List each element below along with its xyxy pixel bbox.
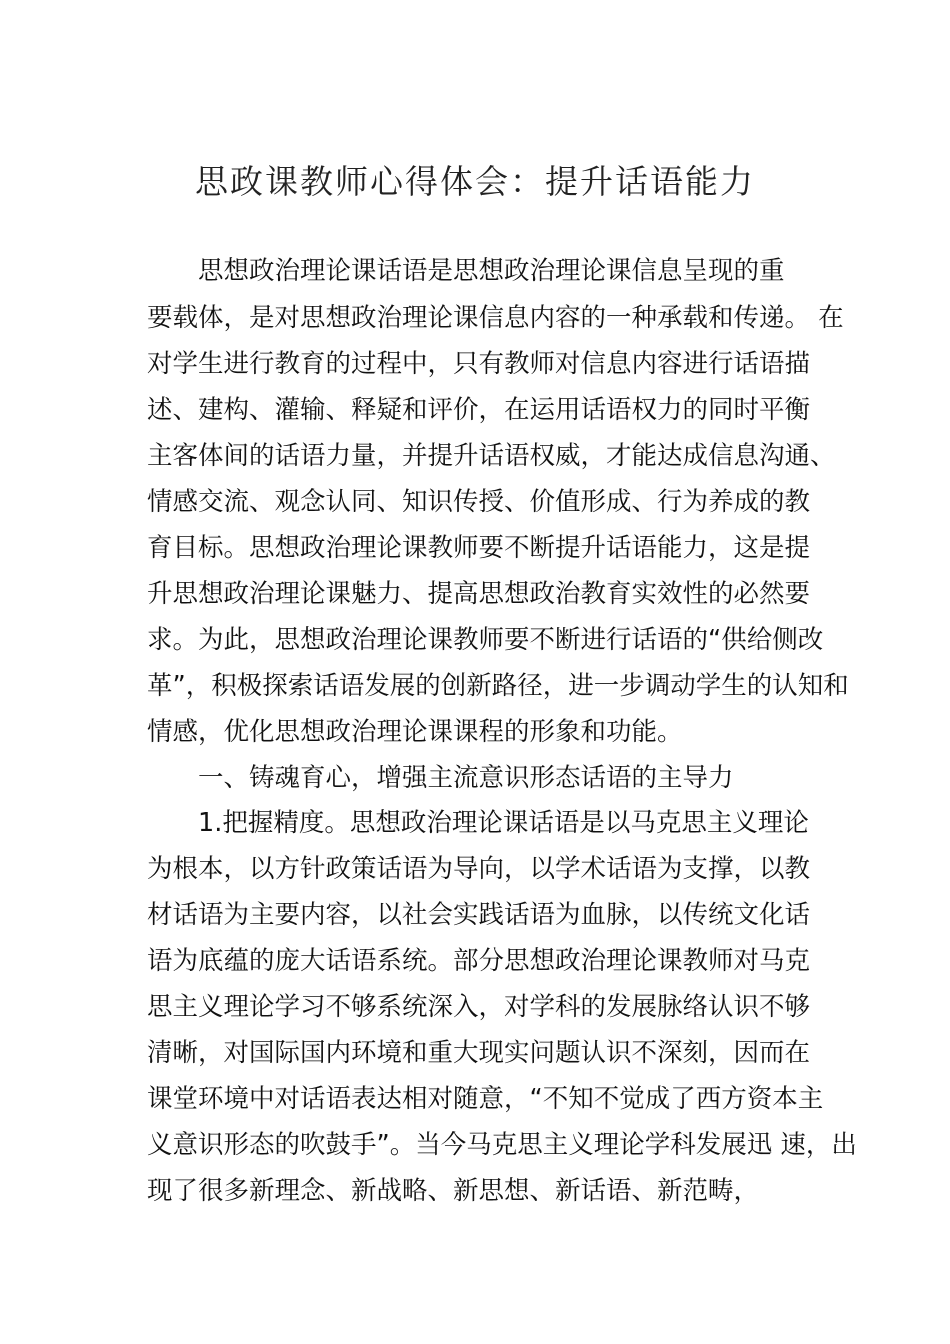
- paragraph-1-line-5: 主客体间的话语力量，并提升话语权威，才能达成信息沟通、: [147, 441, 836, 471]
- paragraph-1-line-9: 求。为此，思想政治理论课教师要不断进行话语的“供给侧改: [147, 625, 824, 655]
- paragraph-2-line-5: 思主义理论学习不够系统深入，对学科的发展脉络认识不够: [147, 992, 811, 1022]
- paragraph-2-line-1: 1.把握精度。思想政治理论课话语是以马克思主义理论: [198, 808, 809, 838]
- paragraph-2-line-9: 现了很多新理念、新战略、新思想、新话语、新范畴，: [147, 1176, 760, 1206]
- paragraph-2-line-6: 清晰，对国际国内环境和重大现实问题认识不深刻，因而在: [147, 1038, 811, 1068]
- paragraph-1-line-7: 育目标。思想政治理论课教师要不断提升话语能力，这是提: [147, 533, 811, 563]
- document-title: 思政课教师心得体会：提升话语能力: [195, 162, 755, 201]
- section-heading-1: 一、铸魂育心，增强主流意识形态话语的主导力: [198, 763, 734, 793]
- paragraph-2-line-2: 为根本，以方针政策话语为导向，以学术话语为支撑，以教: [147, 854, 811, 884]
- paragraph-1-line-10: 革”，积极探索话语发展的创新路径，进一步调动学生的认知和: [147, 671, 849, 701]
- paragraph-1-line-11: 情感，优化思想政治理论课课程的形象和功能。: [147, 717, 683, 747]
- paragraph-1-line-1: 思想政治理论课话语是思想政治理论课信息呈现的重: [198, 256, 785, 286]
- paragraph-1-line-8: 升思想政治理论课魅力、提高思想政治教育实效性的必然要: [147, 579, 811, 609]
- paragraph-1-line-2: 要载体，是对思想政治理论课信息内容的一种承载和传递。 在: [147, 303, 844, 333]
- paragraph-1-line-6: 情感交流、观念认同、知识传授、价值形成、行为养成的教: [147, 487, 811, 517]
- paragraph-2-line-8: 义意识形态的吹鼓手”。当今马克思主义理论学科发展迅 速，出: [147, 1130, 857, 1160]
- paragraph-1-line-3: 对学生进行教育的过程中，只有教师对信息内容进行话语描: [147, 349, 811, 379]
- paragraph-2-line-7: 课堂环境中对话语表达相对随意，“不知不觉成了西方资本主: [147, 1084, 824, 1114]
- paragraph-2-line-3: 材话语为主要内容，以社会实践话语为血脉，以传统文化话: [147, 900, 811, 930]
- paragraph-1-line-4: 述、建构、灌输、释疑和评价，在运用话语权力的同时平衡: [147, 395, 811, 425]
- paragraph-2-line-4: 语为底蕴的庞大话语系统。部分思想政治理论课教师对马克: [147, 946, 811, 976]
